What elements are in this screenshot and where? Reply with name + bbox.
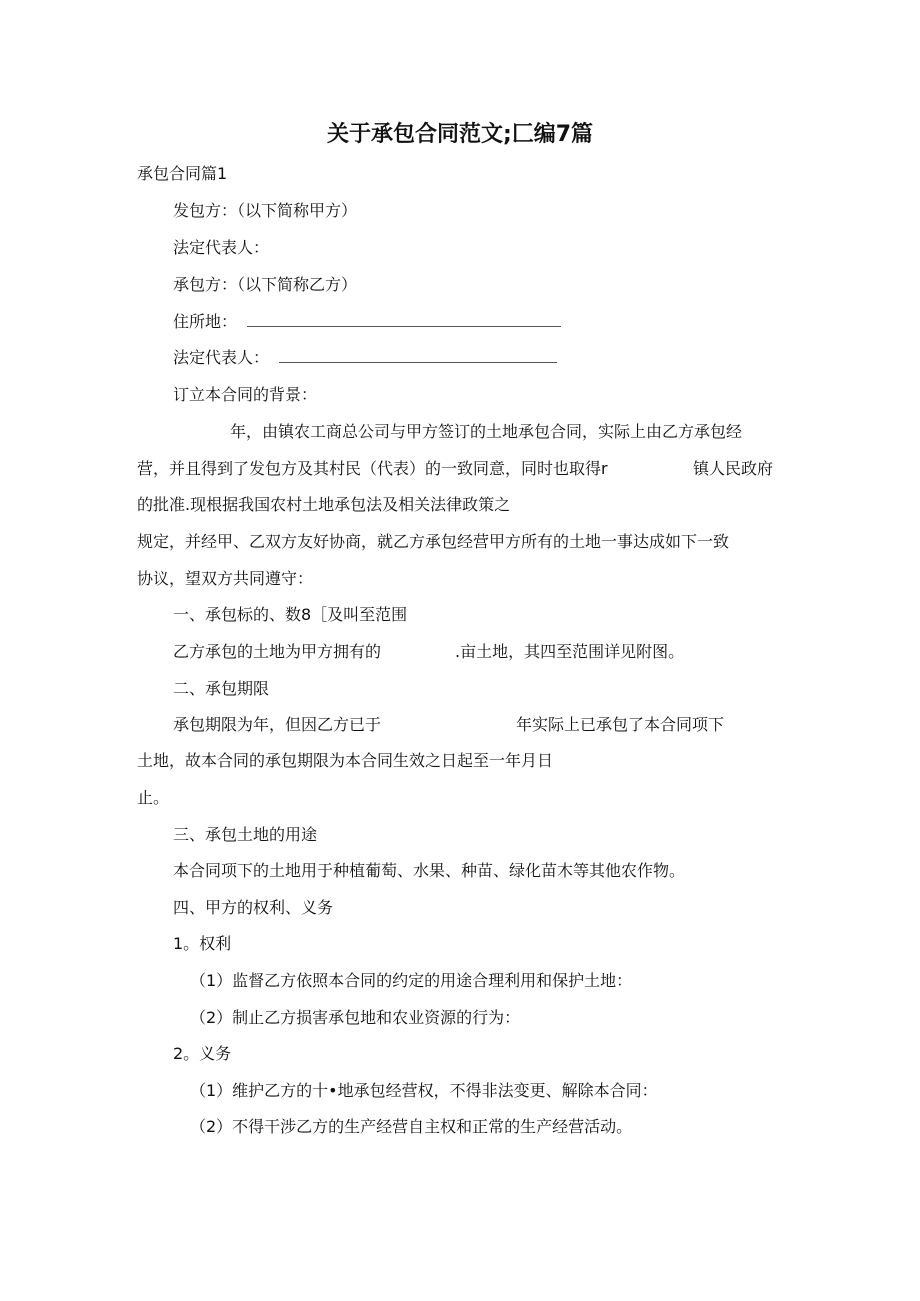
section-2-line-3: 止。 bbox=[137, 788, 170, 807]
section-2-text-a: 承包期限为年，但因乙方已于 bbox=[173, 715, 382, 734]
legal-rep-b-blank bbox=[279, 348, 557, 363]
section-heading: 承包合同篇1 bbox=[137, 164, 228, 183]
background-line-1: 年，由镇农工商总公司与甲方签订的土地承包合同，实际上由乙方承包经 bbox=[230, 422, 743, 441]
section-1-heading: 一、承包标的、数8［及叫至范围 bbox=[173, 605, 408, 624]
address-line bbox=[173, 312, 561, 332]
background-label: 订立本合同的背景： bbox=[173, 385, 318, 404]
duty-item-1: （1）维护乙方的十•地承包经营权，不得非法变更、解除本合同： bbox=[190, 1081, 658, 1100]
section-2-line-2: 土地，故本合同的承包期限为本合同生效之日起至一年月日 bbox=[137, 751, 554, 770]
section-3-text: 本合同项下的土地用于种植葡萄、水果、种苗、绿化苗木等其他农作物。 bbox=[173, 861, 686, 880]
background-line-4: 规定，并经甲、乙双方友好协商，就乙方承包经营甲方所有的土地一事达成如下一致 bbox=[137, 532, 730, 551]
duties-heading: 2。义务 bbox=[173, 1044, 232, 1063]
section-4-heading: 四、甲方的权利、义务 bbox=[173, 898, 334, 917]
section-1-text-a: 乙方承包的土地为甲方拥有的 bbox=[173, 642, 382, 661]
section-1-text-b: .亩土地，其四至范围详见附图。 bbox=[455, 642, 685, 661]
address-blank bbox=[247, 312, 561, 327]
background-line-2b: 镇人民政府 bbox=[693, 459, 774, 478]
background-line-3: 的批准.现根据我国农村土地承包法及相关法律政策之 bbox=[137, 495, 511, 514]
party-a-line: 发包方：（以下简称甲方） bbox=[173, 201, 358, 220]
legal-rep-b-line bbox=[173, 348, 557, 368]
rights-heading: 1。权利 bbox=[173, 934, 232, 953]
background-line-2a: 营，并且得到了发包方及其村民（代表）的一致同意，同时也取得r bbox=[137, 459, 608, 478]
right-item-2: （2）制止乙方损害承包地和农业资源的行为： bbox=[190, 1008, 521, 1027]
section-2-text-b: 年实际上已承包了本合同项下 bbox=[516, 715, 725, 734]
right-item-1: （1）监督乙方依照本合同的约定的用途合理利用和保护土地： bbox=[190, 971, 633, 990]
section-2-heading: 二、承包期限 bbox=[173, 679, 270, 698]
legal-rep-b-label: 法定代表人： bbox=[173, 348, 270, 367]
document-title: 关于承包合同范文;匚编7篇 bbox=[326, 122, 594, 147]
legal-rep-a-line: 法定代表人： bbox=[173, 238, 270, 257]
party-b-line: 承包方：（以下简称乙方） bbox=[173, 275, 358, 294]
background-line-5: 协议，望双方共同遵守： bbox=[137, 569, 314, 588]
section-3-heading: 三、承包土地的用途 bbox=[173, 825, 318, 844]
address-label: 住所地： bbox=[173, 312, 238, 331]
duty-item-2: （2）不得干涉乙方的生产经营自主权和正常的生产经营活动。 bbox=[190, 1117, 633, 1136]
